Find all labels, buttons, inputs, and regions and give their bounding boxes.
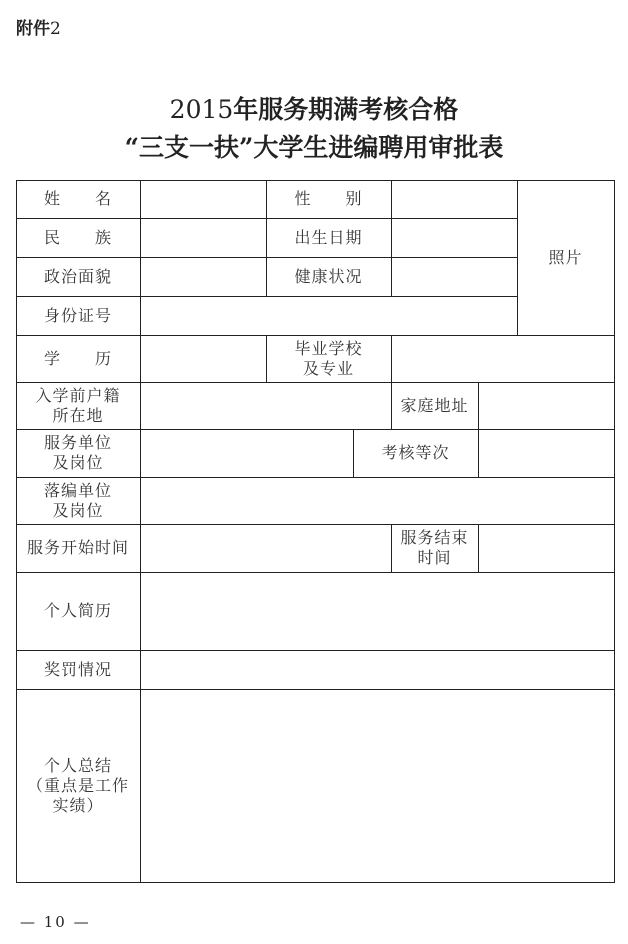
education-label: 学 历 xyxy=(43,348,112,368)
attachment-number: 2 xyxy=(50,19,61,39)
home-address-label: 家庭地址 xyxy=(400,395,469,415)
id-number-field[interactable] xyxy=(141,297,517,335)
service-start-label: 服务开始时间 xyxy=(26,538,129,557)
hukou-field[interactable] xyxy=(141,383,391,429)
resume-label: 个人简历 xyxy=(43,601,112,620)
awards-penalties-label: 奖罚情况 xyxy=(43,659,112,679)
table-line xyxy=(614,180,615,883)
ethnicity-label: 民 族 xyxy=(43,227,112,247)
title-line1-text: 年服务期满考核合格 xyxy=(233,95,459,124)
birth-date-label: 出生日期 xyxy=(294,227,363,247)
name-field[interactable] xyxy=(141,181,266,218)
resume-field[interactable] xyxy=(141,573,614,650)
service-start-field[interactable] xyxy=(141,525,391,572)
service-end-field[interactable] xyxy=(479,525,614,572)
assessment-grade-field[interactable] xyxy=(479,430,614,477)
assessment-grade-label: 考核等次 xyxy=(381,443,450,462)
page-number: — 10 — xyxy=(20,913,91,931)
name-label: 姓 名 xyxy=(43,189,112,208)
service-end-label: 服务结束 时间 xyxy=(400,528,469,567)
political-status-label: 政治面貌 xyxy=(43,266,112,286)
health-status-field[interactable] xyxy=(392,258,517,296)
education-field[interactable] xyxy=(141,336,266,382)
form-title-line1 xyxy=(0,90,628,126)
table-line xyxy=(16,882,615,883)
gender-label: 性 别 xyxy=(294,189,363,208)
ethnicity-field[interactable] xyxy=(141,219,266,257)
placement-unit-label: 落编单位 及岗位 xyxy=(43,480,112,520)
approval-form-table xyxy=(16,180,615,883)
service-unit-field[interactable] xyxy=(141,430,353,477)
school-major-label: 毕业学校 及专业 xyxy=(294,338,363,378)
personal-summary-label: 个人总结 （重点是工作 实绩） xyxy=(26,755,129,815)
id-number-label: 身份证号 xyxy=(43,305,112,325)
attachment-word: 附件 xyxy=(16,19,50,39)
home-address-field[interactable] xyxy=(479,383,614,429)
photo-label: 照片 xyxy=(548,247,583,267)
political-status-field[interactable] xyxy=(141,258,266,296)
service-unit-label: 服务单位 及岗位 xyxy=(43,433,112,472)
form-title-line2: “三支一扶”大学生进编聘用审批表 xyxy=(124,133,504,162)
placement-unit-field[interactable] xyxy=(141,478,614,524)
personal-summary-field[interactable] xyxy=(141,690,614,882)
birth-date-field[interactable] xyxy=(392,219,517,257)
title-year: 2015 xyxy=(169,95,234,124)
hukou-label: 入学前户籍 所在地 xyxy=(35,385,121,425)
health-status-label: 健康状况 xyxy=(294,266,363,286)
attachment-label xyxy=(16,14,61,39)
awards-penalties-field[interactable] xyxy=(141,651,614,689)
school-major-field[interactable] xyxy=(392,336,614,382)
gender-field[interactable] xyxy=(392,181,517,218)
